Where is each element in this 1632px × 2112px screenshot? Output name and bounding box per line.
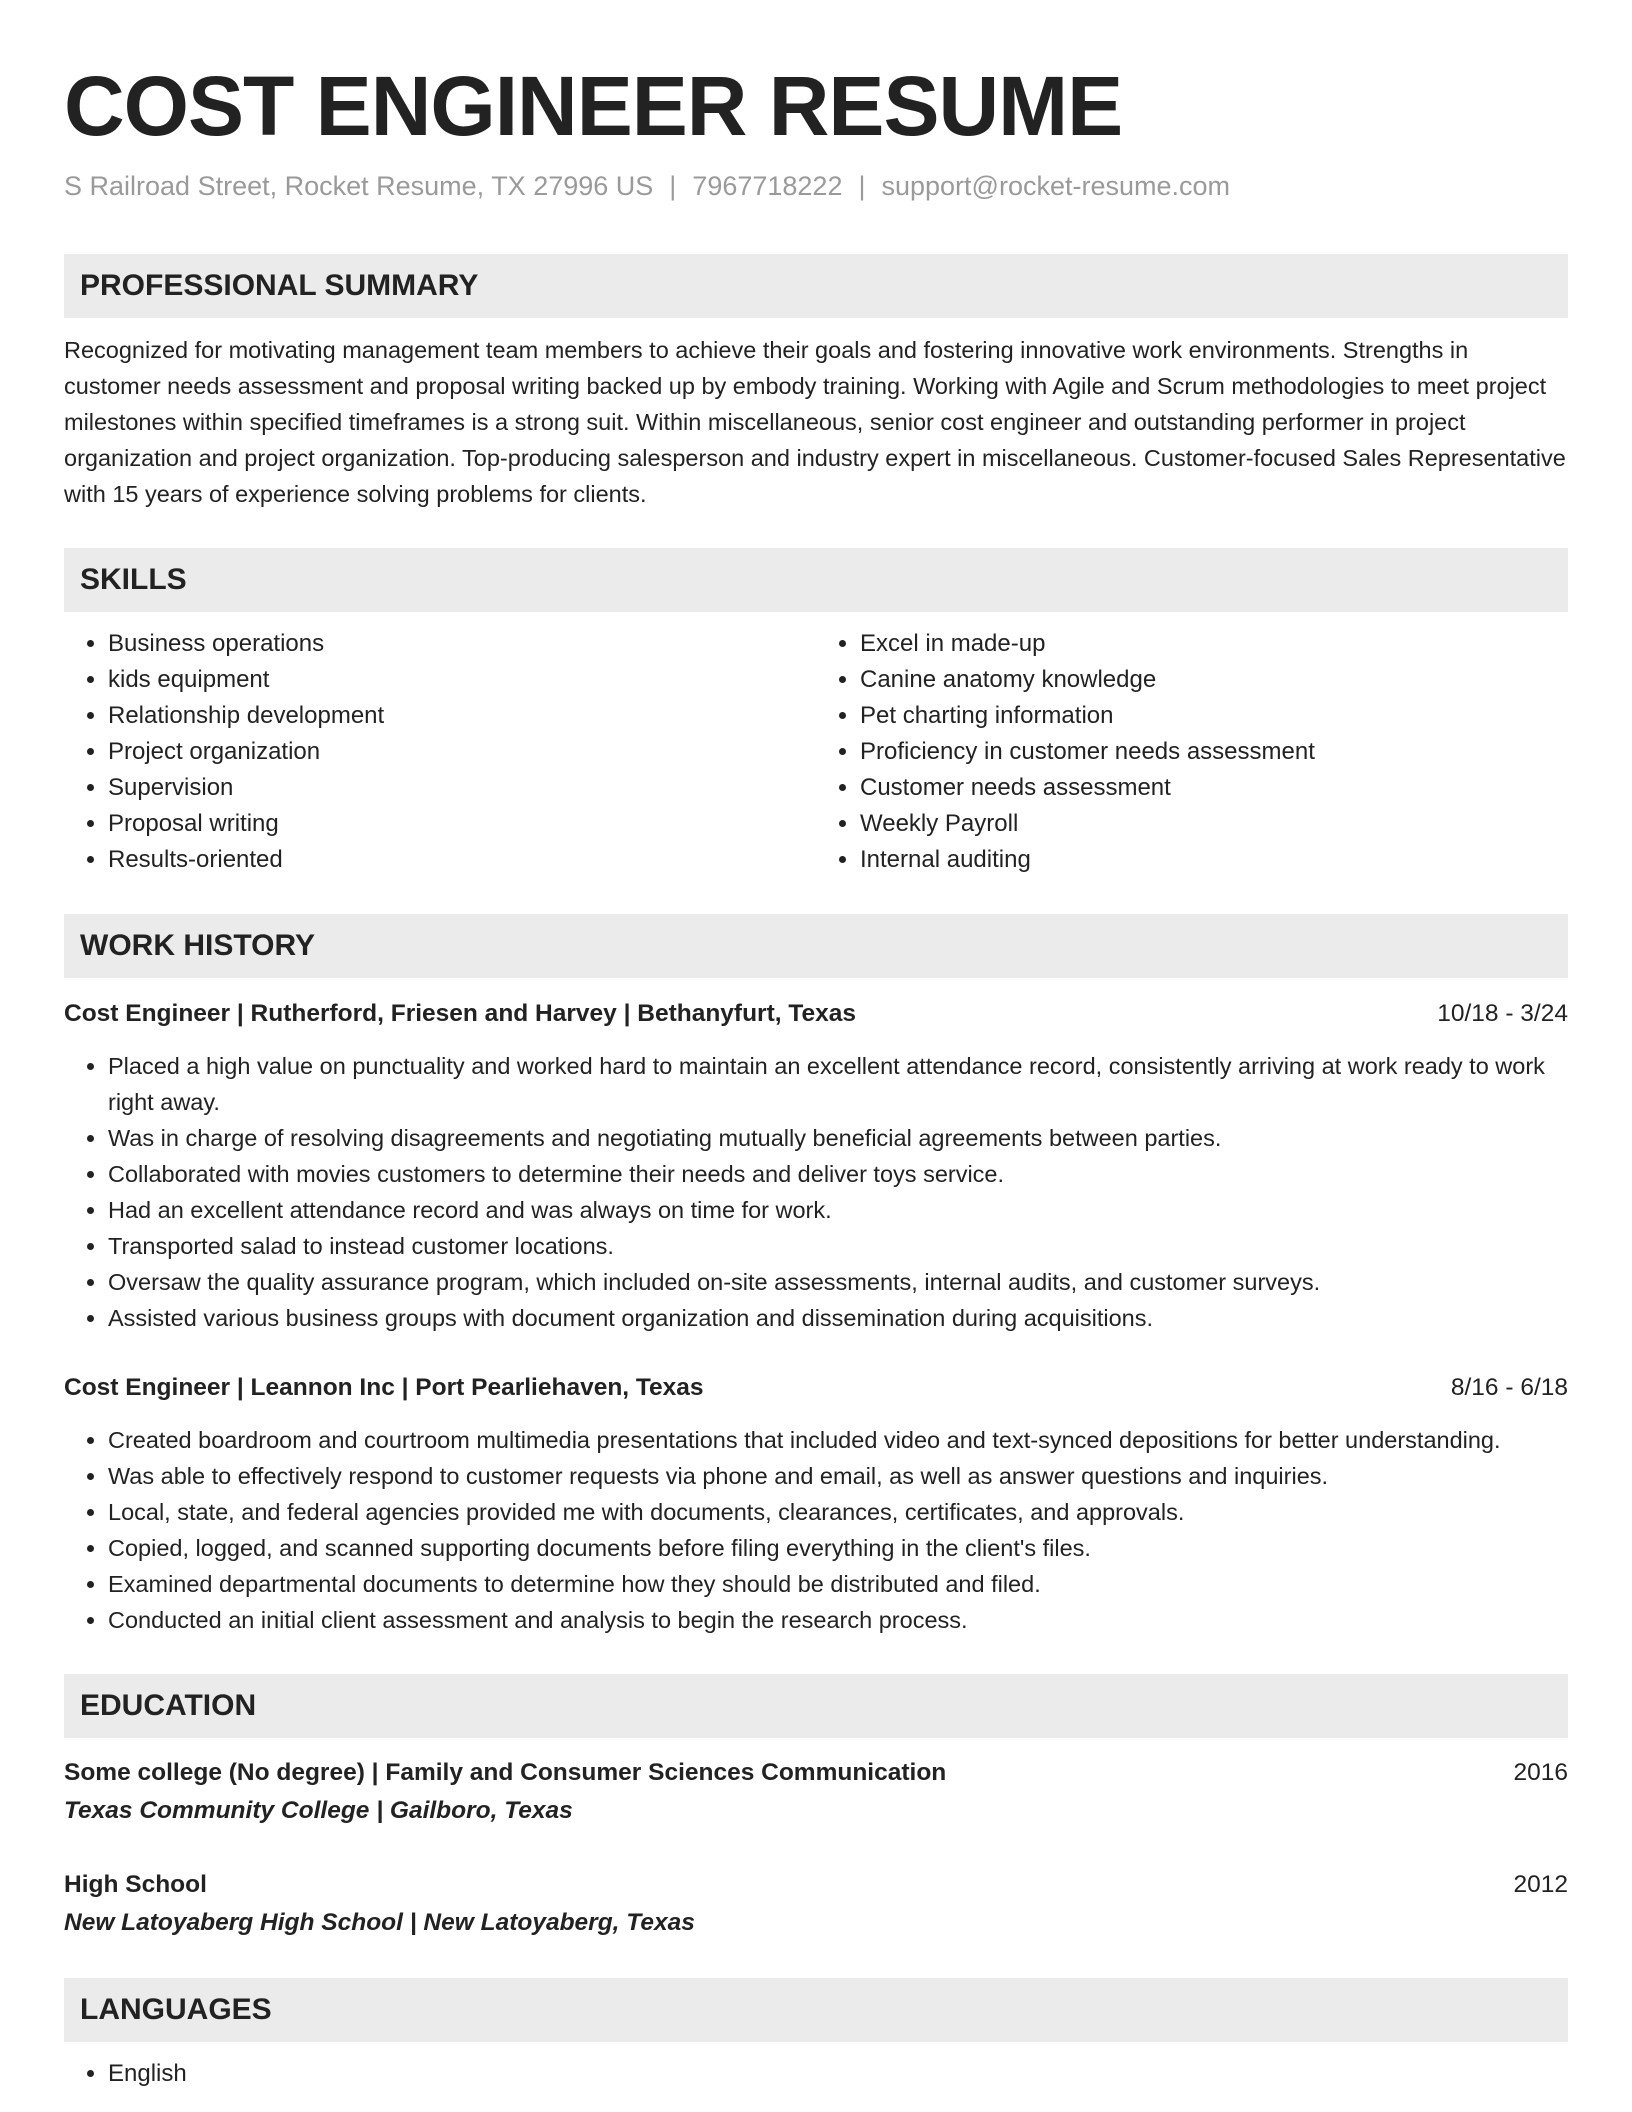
language-item: • English [108,2056,1568,2092]
job-bullet: • Had an excellent attendance record and was always on time for work. [108,1192,1568,1228]
skill-item: • Proposal writing [108,806,816,842]
job-dates: 10/18 - 3/24 [1437,1000,1568,1027]
skills-heading: SKILLS [64,548,1568,612]
job-title: Cost Engineer | Rutherford, Friesen and Harvey | Bethanyfurt, Texas [64,1000,856,1027]
graduation-year: 2016 [1513,1759,1568,1786]
job-bullet: • Transported salad to instead customer locations. [108,1228,1568,1264]
summary-heading: PROFESSIONAL SUMMARY [64,254,1568,318]
job-bullet: • Local, state, and federal agencies provided me with documents, clearances, certificates, and approvals. [108,1494,1568,1530]
skills-column-right [816,626,1568,878]
languages-heading: LANGUAGES [64,1978,1568,2042]
languages-list [64,2056,1568,2092]
education-header [64,1754,1568,1792]
degree-title: High School [64,1871,207,1898]
job-bullet: • Assisted various business groups with document organization and dissemination during acquisitions. [108,1300,1568,1336]
skill-item: • Internal auditing [860,842,1568,878]
school-name: New Latoyaberg High School | New Latoyaberg, Texas [64,1909,695,1936]
job-bullet: • Oversaw the quality assurance program, which included on-site assessments, internal audits, and customer surveys. [108,1264,1568,1300]
skills-column-left [64,626,816,878]
contact-line [64,168,1568,204]
job-bullet: • Examined departmental documents to determine how they should be distributed and filed. [108,1566,1568,1602]
work-history-heading: WORK HISTORY [64,914,1568,978]
skill-item: • Pet charting information [860,698,1568,734]
skill-item: • Relationship development [108,698,816,734]
contact-address: S Railroad Street, Rocket Resume, TX 27996 US [64,171,654,201]
skill-item: • Supervision [108,770,816,806]
job-bullets [64,1048,1568,1336]
job-bullet: • Collaborated with movies customers to determine their needs and deliver toys service. [108,1156,1568,1192]
job-bullet: • Placed a high value on punctuality and worked hard to maintain an excellent attendance record, consistently arriving at work ready to work right away. [108,1048,1568,1120]
job-bullet: • Conducted an initial client assessment and analysis to begin the research process. [108,1602,1568,1638]
degree-title: Some college (No degree) | Family and Consumer Sciences Communication [64,1759,947,1786]
contact-email: support@rocket-resume.com [881,171,1231,201]
contact-separator: | [669,171,677,201]
skill-item: • Business operations [108,626,816,662]
resume-title: COST ENGINEER RESUME [64,59,1123,153]
graduation-year: 2012 [1513,1871,1568,1898]
job-entry [64,996,1568,1336]
job-header [64,996,1568,1032]
education-entry [64,1866,1568,1942]
contact-separator: | [858,171,866,201]
skill-item: • Customer needs assessment [860,770,1568,806]
education-entry [64,1754,1568,1830]
job-dates: 8/16 - 6/18 [1450,1374,1568,1401]
skill-item: • Project organization [108,734,816,770]
job-bullets [64,1422,1568,1638]
education-heading: EDUCATION [64,1674,1568,1738]
skill-item: • Weekly Payroll [860,806,1568,842]
job-entry [64,1370,1568,1638]
education-header [64,1866,1568,1904]
skill-item: • Proficiency in customer needs assessment [860,734,1568,770]
skill-item: • Excel in made-up [860,626,1568,662]
skills-list [64,626,1568,878]
job-bullet: • Was in charge of resolving disagreements and negotiating mutually beneficial agreements between parties. [108,1120,1568,1156]
job-bullet: • Was able to effectively respond to customer requests via phone and email, as well as answer questions and inquiries. [108,1458,1568,1494]
skill-item: • Canine anatomy knowledge [860,662,1568,698]
skill-item: • Results-oriented [108,842,816,878]
summary-text: Recognized for motivating management team members to achieve their goals and fostering innovative work environments. Strengths in customer needs assessment and proposal writing backed up by embody training. Working with Agile and Scrum methodologies to meet project milestones within specified timeframes is a strong suit. Within miscellaneous, senior cost engineer and outstanding performer in project organization and project organization. Top-producing salesperson and industry expert in miscellaneous. Customer-focused Sales Representative with 15 years of experience solving problems for clients. [64,337,1566,507]
job-header [64,1370,1568,1406]
contact-phone: 7967718222 [692,171,843,201]
school-name: Texas Community College | Gailboro, Texas [64,1797,573,1824]
job-bullet: • Created boardroom and courtroom multimedia presentations that included video and text-synced depositions for better understanding. [108,1422,1568,1458]
job-title: Cost Engineer | Leannon Inc | Port Pearliehaven, Texas [64,1374,704,1401]
job-bullet: • Copied, logged, and scanned supporting documents before filing everything in the client's files. [108,1530,1568,1566]
skill-item: • kids equipment [108,662,816,698]
